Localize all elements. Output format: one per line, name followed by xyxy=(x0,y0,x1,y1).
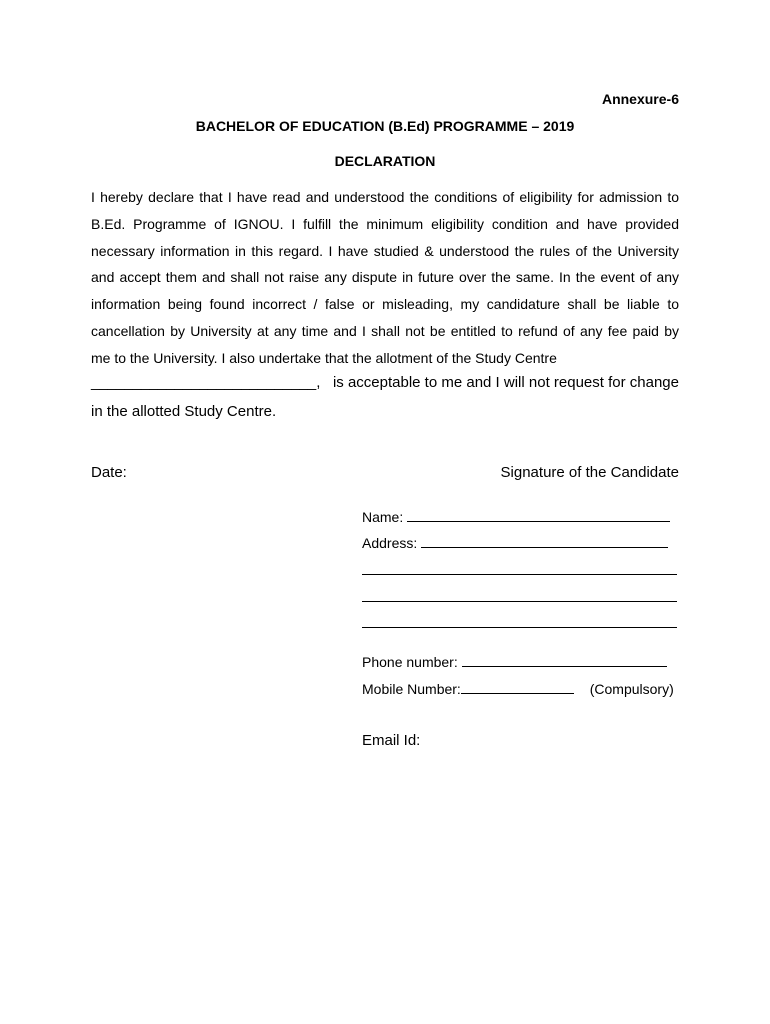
name-label: Name: xyxy=(362,509,404,525)
study-centre-tail: in the allotted Study Centre. xyxy=(91,403,277,420)
declaration-line: I hereby declare that I have read and understood the conditions of eligibility for admission to xyxy=(91,189,679,205)
study-centre-text: is acceptable to me and I will not request for change xyxy=(332,374,679,391)
programme-heading: BACHELOR OF EDUCATION (B.Ed) PROGRAMME – 2019 xyxy=(195,118,575,134)
address-field xyxy=(362,535,668,551)
date-label: Date: xyxy=(91,464,127,481)
phone-field xyxy=(362,654,667,670)
email-label: Email Id: xyxy=(362,732,421,749)
mobile-field xyxy=(362,681,674,697)
name-blank[interactable] xyxy=(407,510,670,522)
name-field xyxy=(362,509,670,525)
address-blank-line[interactable] xyxy=(362,601,677,602)
declaration-line: information being found incorrect / false or misleading, my candidature shall be liable to xyxy=(91,296,679,313)
address-blank[interactable] xyxy=(421,536,668,548)
address-label: Address: xyxy=(362,535,418,551)
phone-label: Phone number: xyxy=(362,654,458,670)
signature-label: Signature of the Candidate xyxy=(500,464,679,481)
mobile-label: Mobile Number: xyxy=(362,681,461,697)
declaration-title: DECLARATION xyxy=(334,153,436,169)
phone-blank[interactable] xyxy=(462,655,667,667)
declaration-line: cancellation by University at any time and I shall not be entitled to refund of any fee paid by xyxy=(91,322,679,339)
declaration-line: and accept them and shall not raise any dispute in future over the same. In the event of any xyxy=(91,269,679,286)
declaration-body xyxy=(91,184,679,372)
declaration-line: B.Ed. Programme of IGNOU. I fulfill the minimum eligibility condition and have provided xyxy=(91,215,679,232)
address-blank-line[interactable] xyxy=(362,627,677,628)
study-centre-blank[interactable]: ___________________________, xyxy=(91,374,321,391)
study-centre-line xyxy=(91,374,679,391)
mobile-blank[interactable] xyxy=(461,682,574,694)
annexure-label: Annexure-6 xyxy=(601,91,679,107)
declaration-line: me to the University. I also undertake that the allotment of the Study Centre xyxy=(91,349,557,366)
declaration-line: necessary information in this regard. I have studied & understood the rules of the University xyxy=(91,242,679,259)
email-field[interactable] xyxy=(362,732,420,749)
address-blank-line[interactable] xyxy=(362,574,677,575)
compulsory-note: (Compulsory) xyxy=(589,681,674,697)
